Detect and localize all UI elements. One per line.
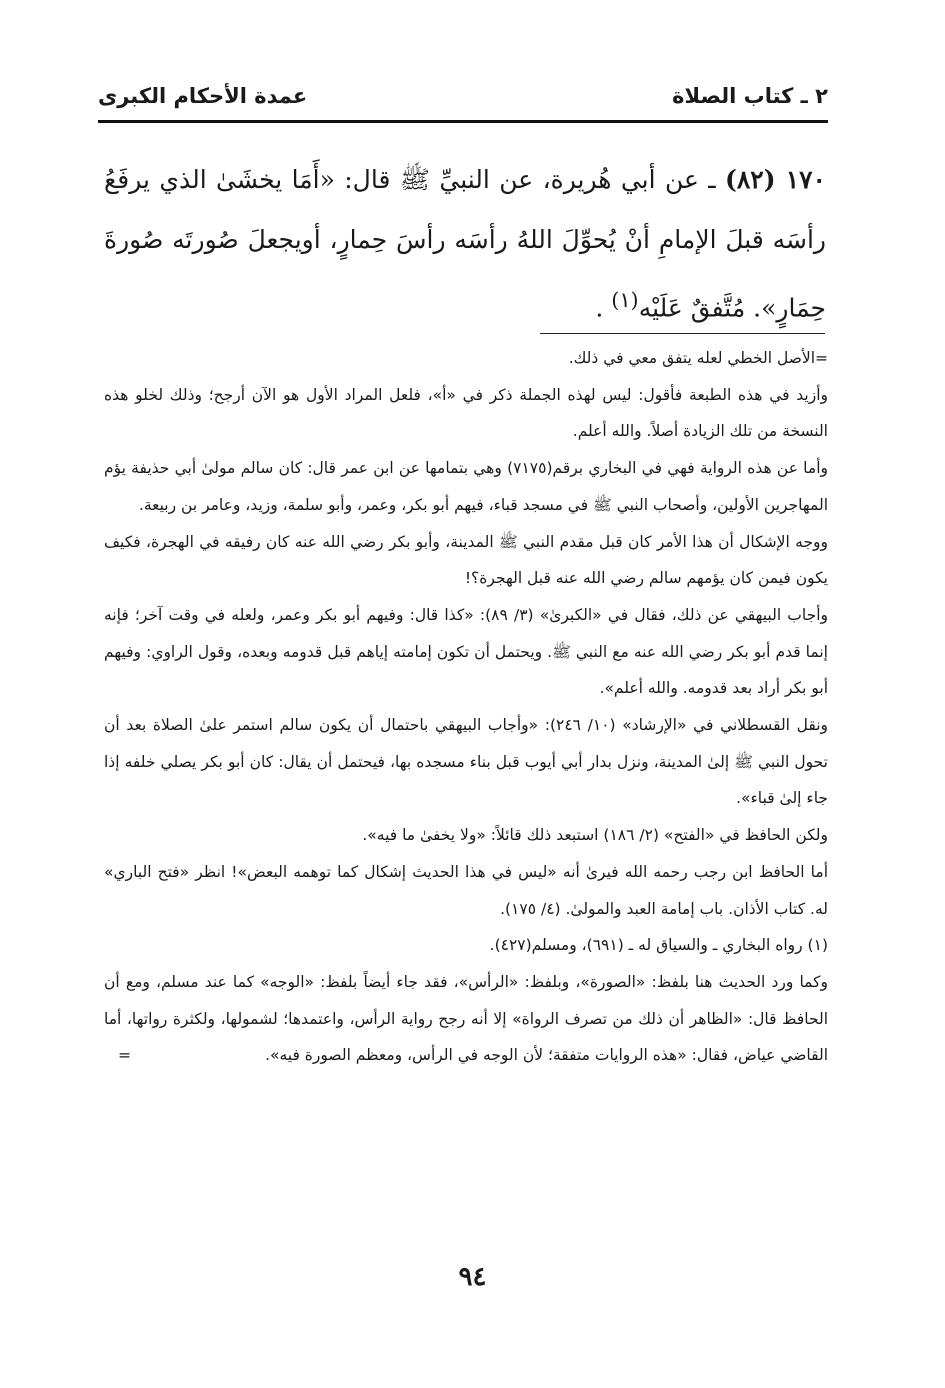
footnote-paragraph: ولكن الحافظ في «الفتح» (٢/ ١٨٦) استبعد ذلك قائلاً: «ولا يخفىٰ ما فيه». — [362, 826, 828, 845]
footnotes — [104, 340, 828, 1074]
hadith-end: . — [595, 293, 604, 323]
footnote-paragraph: وأما عن هذه الرواية فهي في البخاري برقم(٧١٧٥) وهي بتمامها عن ابن عمر قال: كان سالم مولىٰ أبي حذيفة يؤم المهاجرين الأولين، وأصحاب النبي ﷺ في مسجد قباء، فيهم أبو بكر، وعمر، وأبو سلمة، وزيد، وعامر بن ربيعة. — [104, 459, 829, 514]
footnote-paragraph: (١) رواه البخاري ـ والسياق له ـ (٦٩١)، ومسلم(٤٢٧). — [489, 936, 828, 955]
footnote-separator — [540, 333, 825, 334]
footnote-paragraph: ووجه الإشكال أن هذا الأمر كان قبل مقدم النبي ﷺ المدينة، وأبو بكر رضي الله عنه كان رفيقه في الهجرة، فكيف يكون فيمن كان يؤمهم سالم رضي الله عنه قبل الهجرة؟! — [104, 532, 828, 588]
continuation-mark: = — [118, 1046, 131, 1065]
hadith-number: ١٧٠ (٨٢) — [725, 165, 826, 194]
footnote-paragraph: وأزيد في هذه الطبعة فأقول: ليس لهذه الجملة ذكر في «أ»، فلعل المراد الأول هو الآن أرجح؛ وذلك لخلو هذه النسخة من تلك الزيادة أصلاً. والله أعلم. — [104, 385, 828, 441]
book-title: عمدة الأحكام الكبرى — [98, 84, 308, 108]
header-rule — [98, 120, 828, 123]
footnote-paragraph: وكما ورد الحديث هنا بلفظ: «الصورة»، وبلفظ: «الرأس»، فقد جاء أيضاً بلفظ: «الوجه» كما عند مسلم، ومع أن الحافظ قال: «الظاهر أن ذلك من تصرف الرواة» إلا أنه رجح رواية الرأس، واعتمدها؛ لشمولها، ولكثرة رواتها، أما القاضي عياض، فقال: «هذه الروايات متفقة؛ لأن الوجه في الرأس، ومعظم الصورة فيه». — [104, 972, 828, 1065]
page-number: ٩٤ — [458, 1262, 487, 1292]
hadith-body: ـ عن أبي هُريرة، عن النبيِّ ﷺ قال: «أَمَا يخشَىٰ الذي يرفَعُ رأسَه قبلَ الإمامِ أنْ يُحوِّلَ اللهُ رأسَه رأسَ حِمارٍ، أويجعلَ صُورتَه صُورةَ حِمَارٍ». مُتَّفقٌ عَلَيْه — [104, 165, 826, 323]
chapter-title: ٢ ـ كتاب الصلاة — [672, 84, 828, 108]
footnote-reference: (١) — [611, 288, 639, 312]
footnote-paragraph: وأجاب البيهقي عن ذلك، فقال في «الكبرىٰ» (٣/ ٨٩): «كذا قال: وفيهم أبو بكر وعمر، ولعله في وقت آخر؛ فإنه إنما قدم أبو بكر رضي الله عنه مع النبي ﷺ. ويحتمل أن تكون إمامته إياهم قبل قدومه وبعده، وقول الراوي: وفيهم أبو بكر أراد بعد قدومه. والله أعلم». — [104, 605, 828, 698]
footnote-paragraph: =الأصل الخطي لعله يتفق معي في ذلك. — [568, 349, 828, 367]
hadith-text — [104, 150, 826, 338]
footnote-paragraph: ونقل القسطلاني في «الإرشاد» (١٠/ ٢٤٦): «وأجاب البيهقي باحتمال أن يكون سالم استمر علىٰ الصلاة بعد أن تحول النبي ﷺ إلىٰ المدينة، ونزل بدار أبي أيوب قبل بناء مسجده بها، فيحتمل أن يقال: كان أبو بكر يصلي خلفه إذا جاء إلىٰ قباء». — [104, 716, 828, 808]
running-header — [98, 84, 828, 118]
footnote-paragraph: أما الحافظ ابن رجب رحمه الله فيرىٰ أنه «ليس في هذا الحديث إشكال كما توهمه البعض»! انظر «فتح الباري» له. كتاب الأذان. باب إمامة العبد والمولىٰ. (٤/ ١٧٥). — [104, 862, 828, 918]
